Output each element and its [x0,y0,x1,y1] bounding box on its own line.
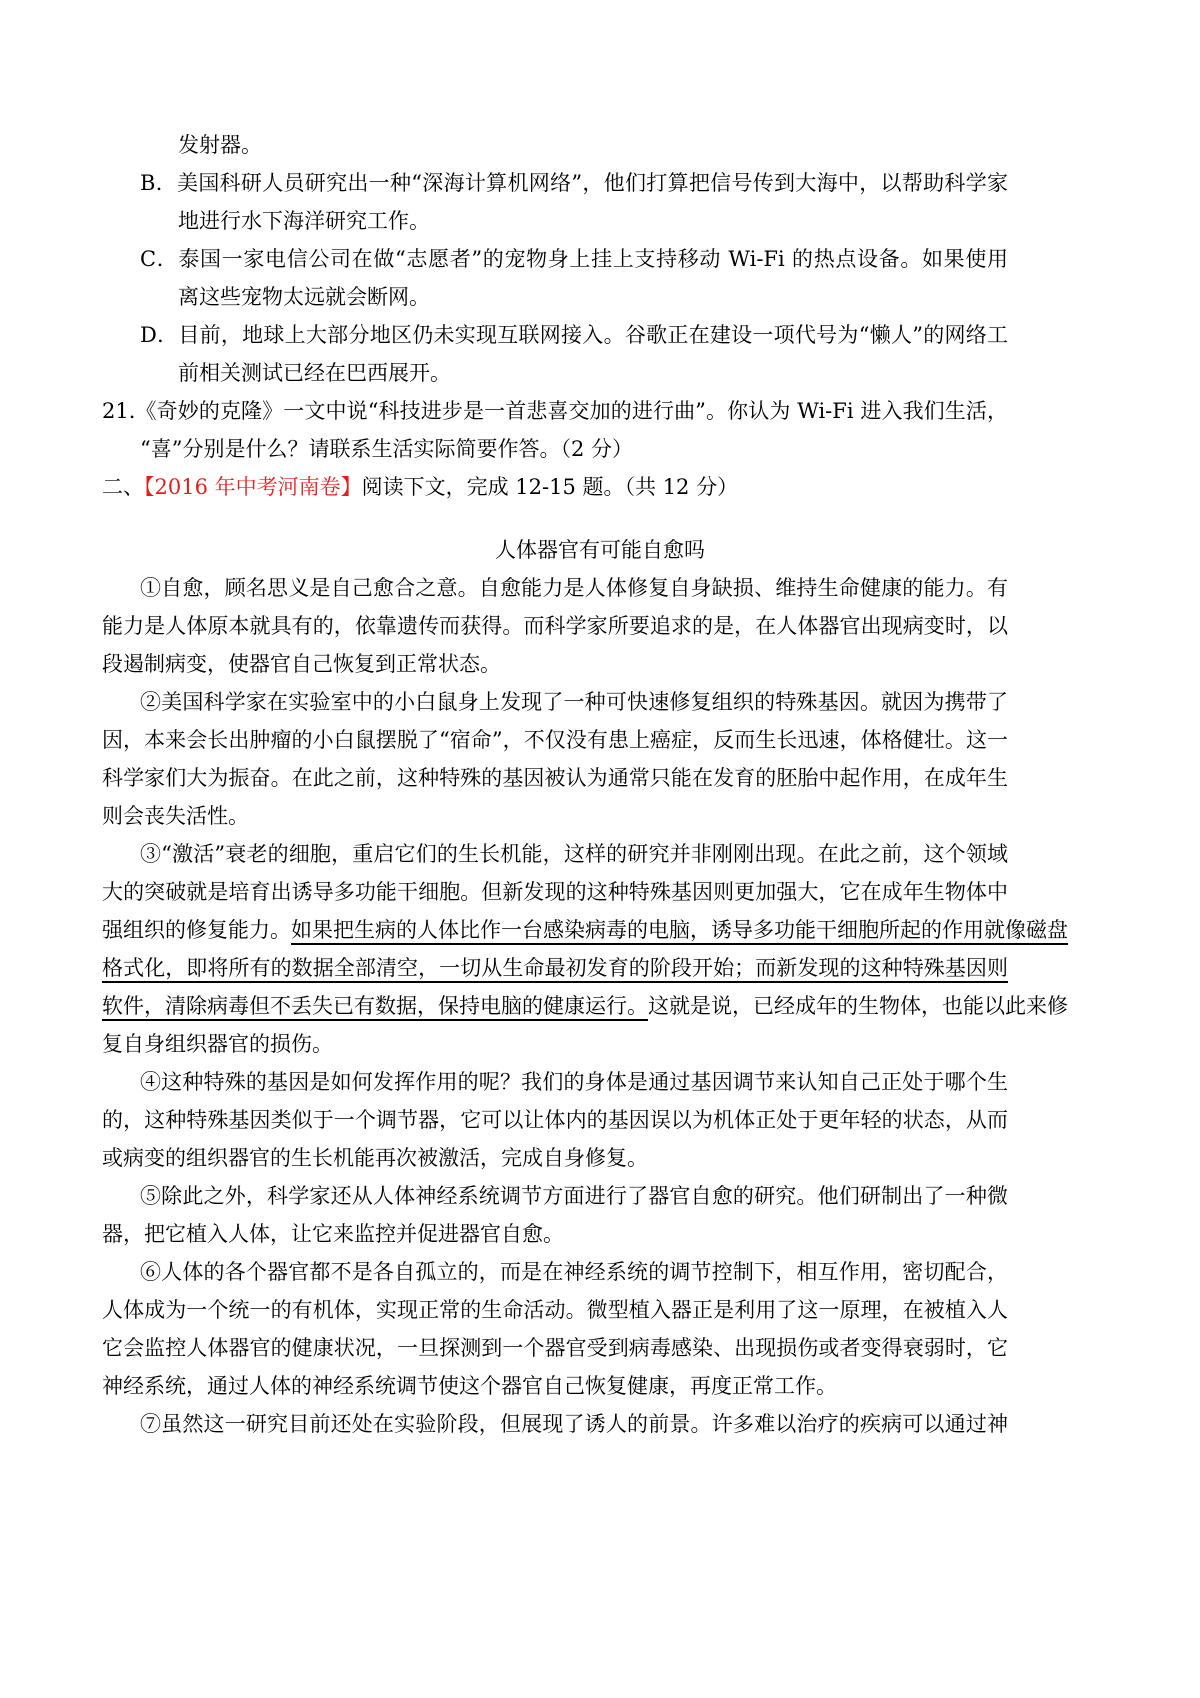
para2-line1: ②美国科学家在实验室中的小白鼠身上发现了一种可快速修复组织的特殊基因。就因为携带了 [140,690,1008,714]
article-title: 人体器官有可能自愈吗 [495,538,705,562]
option-d-line1: D．目前，地球上大部分地区仍未实现互联网接入。谷歌正在建设一项代号为“懒人”的网络工 [140,323,1008,347]
para1-line3: 段遏制病变，使器官自己恢复到正常状态。 [102,652,501,676]
para3-line5-plain: 这就是说，已经成年的生物体，也能以此来修 [648,994,1068,1018]
para4-line2: 的，这种特殊基因类似于一个调节器，它可以让体内的基因误以为机体正处于更年轻的状态，从而 [102,1108,1008,1132]
para3-line3-plain: 强组织的修复能力。 [102,918,291,942]
para3-line2: 大的突破就是培育出诱导多功能干细胞。但新发现的这种特殊基因则更加强大，它在成年生物体中 [102,880,1008,904]
option-b-line2: 地进行水下海洋研究工作。 [178,209,430,233]
section-two-heading [102,472,738,502]
para2-line2: 因，本来会长出肿瘤的小白鼠摆脱了“宿命”，不仅没有患上癌症，反而生长迅速，体格健壮。这一 [102,728,1008,752]
option-c-line1: C．泰国一家电信公司在做“志愿者”的宠物身上挂上支持移动 Wi-Fi 的热点设备。如果使用 [140,247,1008,271]
para3-underlined-sentence-middle: 格式化，即将所有的数据全部清空，一切从生命最初发育的阶段开始；而新发现的这种特殊基因则 [102,956,1008,980]
para3-line1: ③“激活”衰老的细胞，重启它们的生长机能，这样的研究并非刚刚出现。在此之前，这个领域 [140,842,1008,866]
para1-line1: ①自愈，顾名思义是自己愈合之意。自愈能力是人体修复自身缺损、维持生命健康的能力。有 [140,576,1008,600]
para6-line4: 神经系统，通过人体的神经系统调节使这个器官自己恢复健康，再度正常工作。 [102,1374,837,1398]
para3-line3 [102,915,1068,945]
section-two-source: 【2016 年中考河南卷】 [144,475,362,499]
para7-line1: ⑦虽然这一研究目前还处在实验阶段，但展现了诱人的前景。许多难以治疗的疾病可以通过神 [140,1412,1008,1436]
para3-line6: 复自身组织器官的损伤。 [102,1032,333,1056]
para6-line1: ⑥人体的各个器官都不是各自孤立的，而是在神经系统的调节控制下，相互作用，密切配合， [140,1260,1008,1284]
para4-line1: ④这种特殊的基因是如何发挥作用的呢？我们的身体是通过基因调节来认知自己正处于哪个生 [140,1070,1008,1094]
para1-line2: 能力是人体原本就具有的，依靠遗传而获得。而科学家所要追求的是，在人体器官出现病变时，以 [102,614,1008,638]
para6-line2: 人体成为一个统一的有机体，实现正常的生命活动。微型植入器正是利用了这一原理，在被植入人 [102,1298,1008,1322]
question-21-line2: “喜”分别是什么？请联系生活实际简要作答。（2 分） [140,437,634,461]
para6-line3: 它会监控人体器官的健康状况，一旦探测到一个器官受到病毒感染、出现损伤或者变得衰弱时，它 [102,1336,1008,1360]
para3-line5 [102,991,1068,1021]
para2-line4: 则会丧失活性。 [102,804,249,828]
option-b-line1: B．美国科研人员研究出一种“深海计算机网络”，他们打算把信号传到大海中，以帮助科学家 [140,171,1008,195]
para5-line2: 器，把它植入人体，让它来监控并促进器官自愈。 [102,1222,564,1246]
section-two-prefix: 二、 [102,475,144,499]
para5-line1: ⑤除此之外，科学家还从人体神经系统调节方面进行了器官自愈的研究。他们研制出了一种微 [140,1184,1008,1208]
question-21-line1: 21.《奇妙的克隆》一文中说“科技进步是一首悲喜交加的进行曲”。你认为 Wi-Fi 进入我们生活， [102,399,1008,423]
option-c-line2: 离这些宠物太远就会断网。 [178,285,430,309]
para3-underlined-sentence-end: 软件，清除病毒但不丢失已有数据，保持电脑的健康运行。 [102,994,648,1018]
option-a-continuation: 发射器。 [178,133,262,157]
para4-line3: 或病变的组织器官的生长机能再次被激活，完成自身修复。 [102,1146,648,1170]
para3-underlined-sentence-start: 如果把生病的人体比作一台感染病毒的电脑，诱导多功能干细胞所起的作用就像磁盘 [291,918,1068,942]
para2-line3: 科学家们大为振奋。在此之前，这种特殊的基因被认为通常只能在发育的胚胎中起作用，在成年生 [102,766,1008,790]
option-d-line2: 前相关测试已经在巴西展开。 [178,361,451,385]
section-two-instruction: 阅读下文，完成 12-15 题。（共 12 分） [361,475,739,499]
